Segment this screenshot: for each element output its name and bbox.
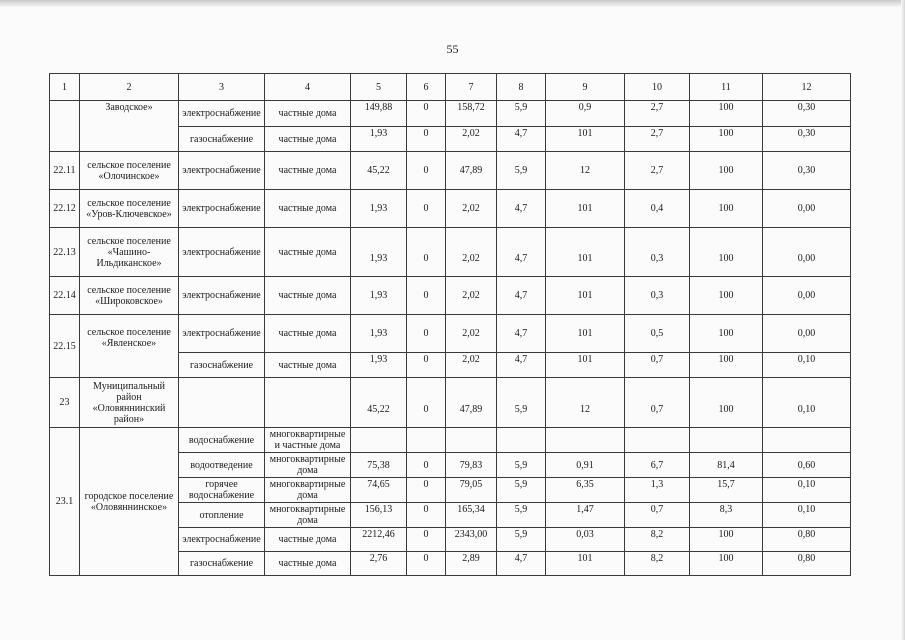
building-type: частные дома [265, 528, 351, 552]
value-cell: 4,7 [497, 552, 546, 576]
row-number: 22.14 [50, 277, 80, 315]
building-type: частные дома [265, 228, 351, 277]
value-cell: 2,7 [625, 101, 690, 127]
value-cell: 0,91 [546, 453, 625, 478]
value-cell: 0 [407, 503, 446, 528]
value-cell: 1,3 [625, 478, 690, 503]
settlement-name: сельское поселение «Явленское» [80, 315, 179, 378]
building-type: многоквартирные дома [265, 503, 351, 528]
value-cell: 4,7 [497, 353, 546, 378]
value-cell: 2,89 [446, 552, 497, 576]
value-cell: 12 [546, 378, 625, 428]
value-cell: 0,10 [763, 478, 851, 503]
value-cell: 0 [407, 127, 446, 152]
resource-type: электроснабжение [179, 152, 265, 190]
value-cell: 81,4 [690, 453, 763, 478]
header-cell: 1 [50, 74, 80, 101]
building-type: частные дома [265, 152, 351, 190]
value-cell: 8,2 [625, 552, 690, 576]
value-cell: 100 [690, 101, 763, 127]
value-cell: 2,7 [625, 152, 690, 190]
building-type [265, 378, 351, 428]
building-type: многоквартирные дома [265, 453, 351, 478]
value-cell: 0,80 [763, 528, 851, 552]
header-cell: 2 [80, 74, 179, 101]
settlement-name: сельское поселение «Широковское» [80, 277, 179, 315]
value-cell: 0,00 [763, 315, 851, 353]
resource-type: горячее водоснабжение [179, 478, 265, 503]
value-cell: 2,7 [625, 127, 690, 152]
value-cell: 5,9 [497, 528, 546, 552]
value-cell: 0,00 [763, 228, 851, 277]
value-cell: 100 [690, 353, 763, 378]
table-row [50, 190, 851, 228]
value-cell: 100 [690, 277, 763, 315]
header-cell: 7 [446, 74, 497, 101]
value-cell: 0 [407, 152, 446, 190]
value-cell: 0,00 [763, 277, 851, 315]
value-cell: 0,7 [625, 378, 690, 428]
header-cell: 6 [407, 74, 446, 101]
value-cell: 0 [407, 101, 446, 127]
value-cell: 0,9 [546, 101, 625, 127]
value-cell: 0 [407, 453, 446, 478]
resource-type [179, 378, 265, 428]
value-cell: 0 [407, 315, 446, 353]
value-cell [351, 428, 407, 453]
value-cell: 1,93 [351, 127, 407, 152]
value-cell [497, 428, 546, 453]
row-number: 23 [50, 378, 80, 428]
table-row [50, 152, 851, 190]
value-cell: 47,89 [446, 152, 497, 190]
resource-type: газоснабжение [179, 127, 265, 152]
value-cell: 0 [407, 353, 446, 378]
row-number: 23.1 [50, 428, 80, 576]
value-cell: 100 [690, 127, 763, 152]
value-cell: 0,00 [763, 190, 851, 228]
value-cell: 101 [546, 228, 625, 277]
value-cell: 0,7 [625, 503, 690, 528]
value-cell: 0,30 [763, 127, 851, 152]
row-number: 22.12 [50, 190, 80, 228]
value-cell: 0,10 [763, 378, 851, 428]
resource-type: водоотведение [179, 453, 265, 478]
value-cell: 5,9 [497, 453, 546, 478]
row-number: 22.15 [50, 315, 80, 378]
value-cell: 2343,00 [446, 528, 497, 552]
table-row [50, 277, 851, 315]
table-row [50, 378, 851, 428]
value-cell: 0,3 [625, 228, 690, 277]
value-cell: 4,7 [497, 315, 546, 353]
value-cell: 0,10 [763, 503, 851, 528]
value-cell: 100 [690, 152, 763, 190]
building-type: частные дома [265, 552, 351, 576]
value-cell: 74,65 [351, 478, 407, 503]
value-cell: 12 [546, 152, 625, 190]
value-cell: 101 [546, 353, 625, 378]
value-cell [763, 428, 851, 453]
value-cell: 0,30 [763, 152, 851, 190]
resource-type: отопление [179, 503, 265, 528]
resource-type: электроснабжение [179, 315, 265, 353]
resource-type: электроснабжение [179, 228, 265, 277]
value-cell: 156,13 [351, 503, 407, 528]
value-cell: 8,2 [625, 528, 690, 552]
value-cell: 100 [690, 228, 763, 277]
value-cell: 5,9 [497, 478, 546, 503]
value-cell [407, 428, 446, 453]
resource-type: водоснабжение [179, 428, 265, 453]
value-cell: 101 [546, 277, 625, 315]
value-cell: 4,7 [497, 228, 546, 277]
value-cell: 0,3 [625, 277, 690, 315]
value-cell [625, 428, 690, 453]
scan-top-edge [0, 0, 905, 8]
value-cell: 15,7 [690, 478, 763, 503]
table-row [50, 428, 851, 453]
value-cell: 0 [407, 277, 446, 315]
header-cell: 12 [763, 74, 851, 101]
value-cell: 4,7 [497, 127, 546, 152]
value-cell: 45,22 [351, 378, 407, 428]
value-cell: 5,9 [497, 378, 546, 428]
settlement-name: Заводское» [80, 101, 179, 152]
value-cell [690, 428, 763, 453]
header-cell: 11 [690, 74, 763, 101]
header-cell: 10 [625, 74, 690, 101]
value-cell: 0,30 [763, 101, 851, 127]
value-cell: 0,5 [625, 315, 690, 353]
value-cell: 2,02 [446, 353, 497, 378]
resource-type: электроснабжение [179, 277, 265, 315]
value-cell: 47,89 [446, 378, 497, 428]
settlement-name: сельское поселение «Чашино-Ильдиканское» [80, 228, 179, 277]
building-type: частные дома [265, 315, 351, 353]
value-cell: 158,72 [446, 101, 497, 127]
header-cell: 9 [546, 74, 625, 101]
table-row [50, 228, 851, 277]
row-number: 22.11 [50, 152, 80, 190]
page-number: 55 [446, 42, 459, 56]
value-cell: 1,93 [351, 190, 407, 228]
value-cell: 1,93 [351, 353, 407, 378]
value-cell: 0,03 [546, 528, 625, 552]
value-cell: 79,83 [446, 453, 497, 478]
value-cell: 0 [407, 552, 446, 576]
value-cell [446, 428, 497, 453]
value-cell: 0 [407, 528, 446, 552]
value-cell: 0,7 [625, 353, 690, 378]
value-cell: 6,7 [625, 453, 690, 478]
building-type: многоквартирные дома [265, 478, 351, 503]
value-cell: 0,10 [763, 353, 851, 378]
table-row [50, 315, 851, 353]
value-cell [546, 428, 625, 453]
settlement-name: сельское поселение «Олочинское» [80, 152, 179, 190]
building-type: многоквартирные и частные дома [265, 428, 351, 453]
value-cell: 4,7 [497, 277, 546, 315]
value-cell: 100 [690, 528, 763, 552]
value-cell: 4,7 [497, 190, 546, 228]
header-cell: 5 [351, 74, 407, 101]
resource-type: газоснабжение [179, 353, 265, 378]
building-type: частные дома [265, 190, 351, 228]
value-cell: 0 [407, 378, 446, 428]
value-cell: 0,60 [763, 453, 851, 478]
table-row [50, 101, 851, 127]
value-cell: 2,76 [351, 552, 407, 576]
value-cell: 2,02 [446, 277, 497, 315]
building-type: частные дома [265, 101, 351, 127]
settlement-name: городское поселение «Оловяннинское» [80, 428, 179, 576]
value-cell: 45,22 [351, 152, 407, 190]
value-cell: 100 [690, 552, 763, 576]
building-type: частные дома [265, 353, 351, 378]
value-cell: 2,02 [446, 190, 497, 228]
value-cell: 0,4 [625, 190, 690, 228]
settlement-name: сельское поселение «Уров-Ключевское» [80, 190, 179, 228]
value-cell: 100 [690, 190, 763, 228]
row-number: 22.13 [50, 228, 80, 277]
value-cell: 2,02 [446, 127, 497, 152]
value-cell: 0 [407, 478, 446, 503]
value-cell: 101 [546, 315, 625, 353]
building-type: частные дома [265, 277, 351, 315]
value-cell: 149,88 [351, 101, 407, 127]
value-cell: 100 [690, 315, 763, 353]
building-type: частные дома [265, 127, 351, 152]
value-cell: 75,38 [351, 453, 407, 478]
scan-right-edge [901, 0, 905, 640]
row-number [50, 101, 80, 152]
header-row [50, 74, 851, 101]
value-cell: 101 [546, 190, 625, 228]
header-cell: 3 [179, 74, 265, 101]
value-cell: 5,9 [497, 101, 546, 127]
value-cell: 79,05 [446, 478, 497, 503]
value-cell: 165,34 [446, 503, 497, 528]
value-cell: 101 [546, 552, 625, 576]
header-cell: 8 [497, 74, 546, 101]
resource-type: электроснабжение [179, 190, 265, 228]
value-cell: 0,80 [763, 552, 851, 576]
header-cell: 4 [265, 74, 351, 101]
value-cell: 8,3 [690, 503, 763, 528]
district-name: Муниципальный район «Оловяннинский район» [80, 378, 179, 428]
value-cell: 1,93 [351, 228, 407, 277]
value-cell: 6,35 [546, 478, 625, 503]
value-cell: 5,9 [497, 503, 546, 528]
value-cell: 1,93 [351, 277, 407, 315]
resource-type: электроснабжение [179, 528, 265, 552]
value-cell: 2212,46 [351, 528, 407, 552]
value-cell: 0 [407, 228, 446, 277]
value-cell: 5,9 [497, 152, 546, 190]
value-cell: 101 [546, 127, 625, 152]
value-cell: 100 [690, 378, 763, 428]
resource-type: электроснабжение [179, 101, 265, 127]
resource-type: газоснабжение [179, 552, 265, 576]
data-table [49, 73, 851, 576]
value-cell: 0 [407, 190, 446, 228]
value-cell: 1,47 [546, 503, 625, 528]
value-cell: 2,02 [446, 228, 497, 277]
value-cell: 2,02 [446, 315, 497, 353]
value-cell: 1,93 [351, 315, 407, 353]
